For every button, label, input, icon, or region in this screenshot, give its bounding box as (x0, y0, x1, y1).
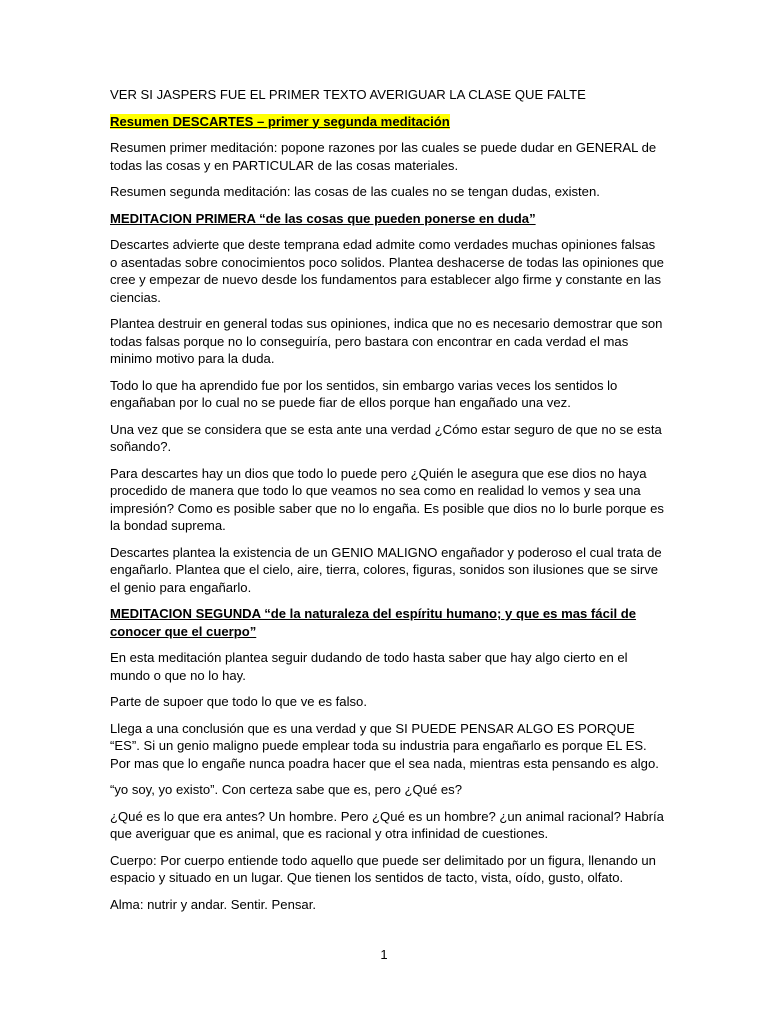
top-note: VER SI JASPERS FUE EL PRIMER TEXTO AVERIGUAR LA CLASE QUE FALTE (110, 87, 586, 102)
paragraph: Todo lo que ha aprendido fue por los sentidos, sin embargo varias veces los sentidos lo engañaban por lo cual no se puede fiar de ellos porque han engañado una vez. (110, 377, 618, 410)
paragraph: Una vez que se considera que se esta ante una verdad ¿Cómo estar seguro de que no se esta soñando?. (110, 421, 662, 454)
summary-first-meditation: Resumen primer meditación: popone razones por las cuales se puede dudar en GENERAL de todas las cosas y en PARTICULAR de las cosas materiales. (110, 140, 657, 173)
paragraph: Alma: nutrir y andar. Sentir. Pensar. (110, 896, 316, 912)
paragraph: Plantea destruir en general todas sus opiniones, indica que no es necesario demostrar que son todas falsas porque no lo conseguiría, pero bastara con encontrar en cada verdad el mas minimo motivo para la duda. (110, 316, 663, 366)
page-number: 1 (380, 947, 388, 962)
paragraph: Descartes advierte que deste temprana edad admite como verdades muchas opiniones falsas o asentadas sobre conocimientos poco solidos. Plantea deshacerse de todas las opiniones que cree y empezar de nuevo desde los fundamentos para establecer algo firme y constante en las ciencias. (110, 237, 664, 305)
summary-heading-text: Resumen DESCARTES – primer y segunda meditación (110, 113, 450, 129)
paragraph: En esta meditación plantea seguir dudando de todo hasta saber que hay algo cierto en el mundo o que no lo hay. (110, 650, 628, 683)
meditation-two-heading-text: MEDITACION SEGUNDA “de la naturaleza del espíritu humano; y que es mas fácil de conocer que el cuerpo” (110, 606, 637, 639)
paragraph: Para descartes hay un dios que todo lo puede pero ¿Quién le asegura que ese dios no haya procedido de manera que todo lo que veamos no sea como en realidad lo vemos y sea una impresión? Como es posible saber que no lo engaña. Es posible que dios no lo burle porque es la bondad suprema. (110, 465, 664, 533)
paragraph: Cuerpo: Por cuerpo entiende todo aquello que puede ser delimitado por un figura, llenando un espacio y situado en un lugar. Que tienen los sentidos de tacto, vista, oído, gusto, olfato. (110, 852, 656, 885)
paragraph: Descartes plantea la existencia de un GENIO MALIGNO engañador y poderoso el cual trata de engañarlo. Plantea que el cielo, aire, tierra, colores, figuras, sonidos son ilusiones que se sirve el genio para engañarlo. (110, 544, 662, 595)
meditation-one-heading-text: MEDITACION PRIMERA “de las cosas que pueden ponerse en duda” (110, 210, 536, 226)
paragraph: ¿Qué es lo que era antes? Un hombre. Pero ¿Qué es un hombre? ¿un animal racional? Habría que averiguar que es animal, que es racional y otra infinidad de cuestiones. (110, 808, 664, 841)
meditation-one-heading (110, 210, 666, 228)
paragraph: “yo soy, yo existo”. Con certeza sabe que es, pero ¿Qué es? (110, 782, 463, 797)
paragraph: Parte de supoer que todo lo que ve es falso. (110, 694, 367, 709)
paragraph: Llega a una conclusión que es una verdad y que SI PUEDE PENSAR ALGO ES PORQUE “ES”. Si un genio maligno puede emplear toda su industria para engañarlo es porque EL ES. Por mas que lo engañe nunca poadra hacer que el sea nada, mientras esta pensando es algo. (110, 720, 659, 771)
meditation-two-heading (110, 605, 666, 640)
summary-second-meditation: Resumen segunda meditación: las cosas de las cuales no se tengan dudas, existen. (110, 184, 600, 199)
summary-heading (110, 113, 666, 131)
